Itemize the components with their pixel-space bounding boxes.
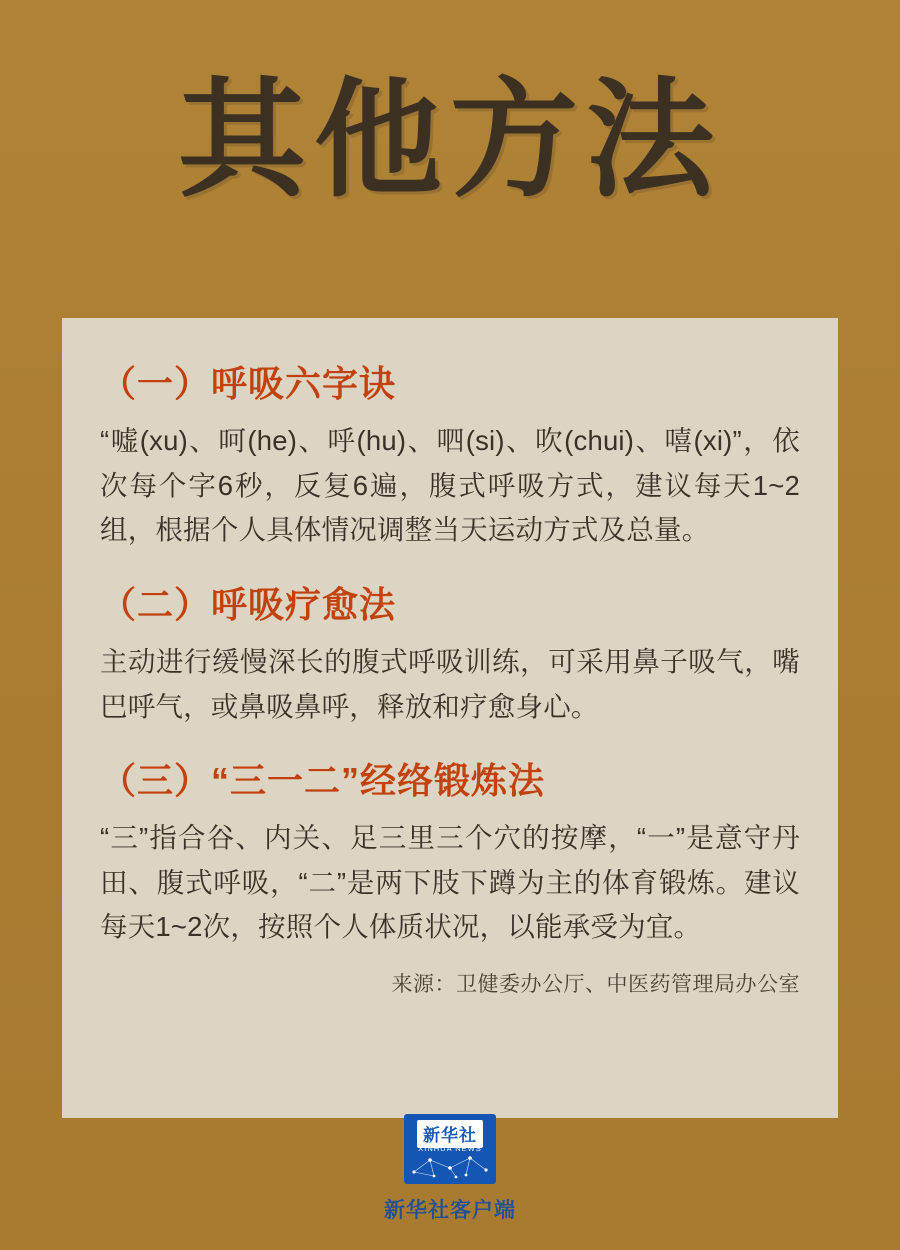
section-two [100,583,800,729]
section-one-body: “嘘(xu)、呵(he)、呼(hu)、呬(si)、吹(chui)、嘻(xi)”，依次每个字6秒，反复6遍，腹式呼吸方式，建议每天1~2组，根据个人具体情况调整当天运动方式及总量。 [100,425,800,546]
footer-label: 新华社客户端 [384,1199,516,1222]
section-three-heading: （三）“三一二”经络锻炼法 [100,760,546,802]
section-one [100,362,800,553]
logo-badge-text: 新华社 [417,1120,483,1148]
section-three [100,759,800,950]
section-three-body: “三”指合谷、内关、足三里三个穴的按摩，“一”是意守丹田、腹式呼吸，“二”是两下肢下蹲为主的体育锻炼。建议每天1~2次，按照个人体质状况，以能承受为宜。 [100,822,800,943]
section-one-heading: （一）呼吸六字诀 [100,363,397,404]
page-title: 其他方法 [177,66,722,215]
xinhua-logo-icon [404,1114,496,1184]
section-two-body: 主动进行缓慢深长的腹式呼吸训练，可采用鼻子吸气，嘴巴呼气，或鼻吸鼻呼，释放和疗愈身心。 [100,646,800,722]
source-line: 来源：卫健委办公厅、中医药管理局办公室 [391,972,800,996]
logo-network-dots-icon [404,1150,496,1180]
content-card [62,318,838,1118]
logo-subtext: XINHUA NEWS [418,1144,482,1153]
title-area [0,0,900,215]
section-two-heading: （二）呼吸疗愈法 [100,583,397,625]
footer-area [0,1114,900,1224]
